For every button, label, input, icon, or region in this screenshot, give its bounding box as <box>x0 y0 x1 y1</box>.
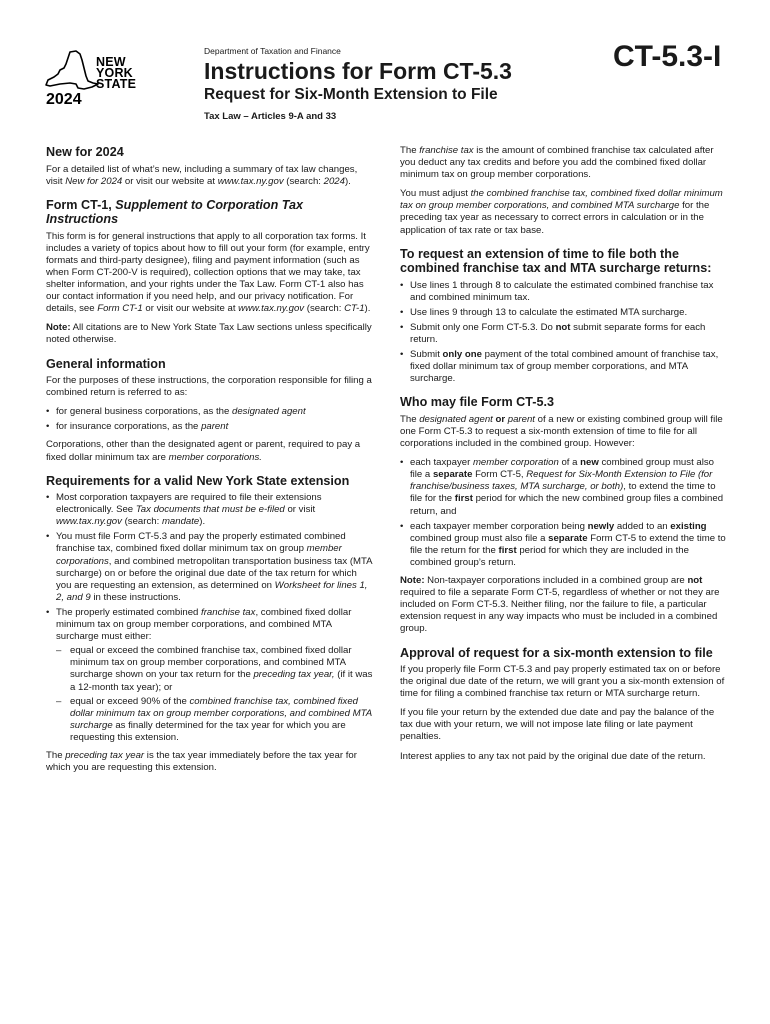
section-heading: Who may file Form CT-5.3 <box>400 395 554 410</box>
section-heading: To request an extension of time to file both the combined franchise tax and MTA surcharge returns: <box>400 246 712 276</box>
logo-text-york: YORK <box>96 66 133 80</box>
paragraph: Corporations, other than the designated agent or parent, required to pay a fixed dollar minimum tax are member corporations. <box>46 439 361 463</box>
section-general-information <box>46 357 373 464</box>
section-heading: General information <box>46 356 166 371</box>
paragraph: The preceding tax year is the tax year immediately before the tax year for which you are requesting this extension. <box>46 749 357 774</box>
list-item: • Use lines 9 through 13 to calculate the estimated MTA surcharge. <box>400 307 727 319</box>
logo-year: 2024 <box>46 91 82 108</box>
list-item: • Submit only one payment of the total combined amount of franchise tax, fixed dollar minimum tax of group member corporations, and MTA surcharge. <box>400 349 727 385</box>
list-item: • You must file Form CT-5.3 and pay the properly estimated combined franchise tax, combined fixed dollar minimum tax on group member corporations, and combined metropolitan transportation business tax (MTA surcharge) on or before the original due date of the tax return for which you are requesting an extension, as determined on Worksheet for lines 1, 2, and 9 in these instructions. <box>46 531 373 604</box>
list-item: – equal or exceed the combined franchise tax, combined fixed dollar minimum tax on group member corporations, and combined MTA surcharge shown on your tax return for the preceding tax year, (if it was a 12-month tax year); or <box>56 645 373 693</box>
section-heading: Approval of request for a six-month extension to file <box>400 645 713 660</box>
link-website[interactable]: www.tax.ny.gov <box>217 175 284 187</box>
section-who-may-file <box>400 395 727 635</box>
section-request-extension <box>400 247 727 386</box>
paragraph: This form is for general instructions that apply to all corporation tax forms. It includes a variety of topics about how to fill out your form (for example, entry formats and third-party designee), filing and payment information (such as when Form CT-200-V is required), collection options that we may take, tax shelter information, and your rights under the Tax Law. Form CT-1 also has our contact information if you need help, and our privacy notification. For details, see Form CT-1 or visit our website at www.tax.ny.gov (search: CT-1). <box>46 230 371 315</box>
link-new-for-2024[interactable]: New for 2024 <box>65 175 123 187</box>
paragraph: Interest applies to any tax not paid by the original due date of the return. <box>400 750 706 762</box>
section-approval <box>400 646 727 763</box>
list-item: • Most corporation taxpayers are required to file their extensions electronically. See Tax documents that must be e-filed or visit www.tax.ny.gov (search: mandate). <box>46 492 373 528</box>
list-item: – equal or exceed 90% of the combined franchise tax, combined fixed dollar minimum tax on group member corporations, and combined MTA surcharge as finally determined for the tax year for which you are requesting this extension. <box>56 696 373 744</box>
list-item: • each taxpayer member corporation being newly added to an existing combined group must also file a separate Form CT-5 to extend the time to file the return for the first period for which they are included in the combined group’s return. <box>400 521 727 569</box>
paragraph: The franchise tax is the amount of combined franchise tax calculated after you deduct any tax credits and before you add the combined fixed dollar minimum tax on group member corporations. <box>400 145 714 181</box>
page-subtitle: Request for Six-Month Extension to File <box>204 86 498 103</box>
page-title: Instructions for Form CT-5.3 <box>204 58 512 84</box>
form-number: CT-5.3-I <box>613 40 722 73</box>
bullet-list <box>400 280 727 386</box>
left-column <box>46 145 373 784</box>
paragraph: You must adjust the combined franchise tax, combined fixed dollar minimum tax on group member corporations, and combined MTA surcharge for the preceding tax year as necessary to correct errors in calculation or in the application of tax rate or tax base. <box>400 188 723 236</box>
bullet-list <box>400 457 727 569</box>
note-paragraph: Note: All citations are to New York State Tax Law sections unless specifically noted otherwise. <box>46 322 372 346</box>
dash-list <box>56 645 373 744</box>
bullet-list <box>46 492 373 744</box>
paragraph: For a detailed list of what’s new, including a summary of tax law changes, visit New for 2024 or visit our website at www.tax.ny.gov (search: 2024). <box>46 163 358 187</box>
nys-logo <box>40 50 152 112</box>
tax-law-reference: Tax Law – Articles 9-A and 33 <box>204 111 337 122</box>
list-item: • for general business corporations, as the designated agent <box>46 406 373 418</box>
list-item: • The properly estimated combined franchise tax, combined fixed dollar minimum tax on group member corporations, and combined MTA surcharge must either: – equal or exceed the combined franchise tax, combined fixed dollar minimum tax on group member corporations, and combined MTA surcharge shown on your tax return for the preceding tax year, (if it was a 12-month tax year); or – equal or exceed 90% of the combined franchise tax, combined fixed dollar minimum tax on group member corporations, and combined MTA surcharge as finally determined for the tax year for which you are requesting this extension. <box>46 607 373 744</box>
list-item: • for insurance corporations, as the parent <box>46 421 373 433</box>
section-new-for-2024 <box>46 145 373 188</box>
logo-text-state: STATE <box>96 77 137 91</box>
link-website[interactable]: www.tax.ny.gov <box>238 303 305 315</box>
department-name: Department of Taxation and Finance <box>204 46 341 56</box>
link-form-ct1[interactable]: Form CT-1 <box>97 303 143 315</box>
paragraph: If you properly file Form CT-5.3 and pay properly estimated tax on or before the original due date of the return, we will grant you a six-month extension of time for filing a combined franchise tax return or MTA surcharge return. <box>400 664 725 700</box>
section-heading: Requirements for a valid New York State extension <box>46 473 350 488</box>
section-franchise-tax <box>400 145 727 237</box>
link-website[interactable]: www.tax.ny.gov <box>56 516 122 528</box>
paragraph: For the purposes of these instructions, the corporation responsible for filing a combined return is referred to as: <box>46 375 372 399</box>
logo-text-new: NEW <box>96 55 126 69</box>
section-heading: Form CT-1, Supplement to Corporation Tax Instructions <box>46 197 304 227</box>
right-column <box>400 145 727 773</box>
list-item: • Use lines 1 through 8 to calculate the estimated combined franchise tax and combined minimum tax. <box>400 280 727 304</box>
note-paragraph: Note: Non-taxpayer corporations included in a combined group are not required to file a separate Form CT-5, regardless of whether or not they are included on Form CT-5.3. Neither filing, nor the failure to file, a particular extension request in any way impacts who must be included in a combined group. <box>400 575 720 635</box>
section-requirements <box>46 474 373 775</box>
section-form-ct1 <box>46 198 373 347</box>
new-york-state-map-icon <box>40 50 100 94</box>
paragraph: If you file your return by the extended due date and pay the balance of the tax due with your return, we will not impose late filing or late payment penalties. <box>400 707 715 743</box>
list-item: • each taxpayer member corporation of a new combined group must also file a separate Form CT-5, Request for Six-Month Extension to File (for franchise/business taxes, MTA surcharge, or both), to extend the time to file for the first period for which the new combined group files a combined return, and <box>400 457 727 517</box>
paragraph: The designated agent or parent of a new or existing combined group will file one Form CT-5.3 to request a six-month extension of time to file for all corporations included in the combined group. However: <box>400 413 723 450</box>
list-item: • Submit only one Form CT-5.3. Do not submit separate forms for each return. <box>400 322 727 346</box>
section-heading: New for 2024 <box>46 145 124 159</box>
bullet-list <box>46 406 373 433</box>
link-efile-documents[interactable]: Tax documents that must be e-filed <box>135 504 285 516</box>
